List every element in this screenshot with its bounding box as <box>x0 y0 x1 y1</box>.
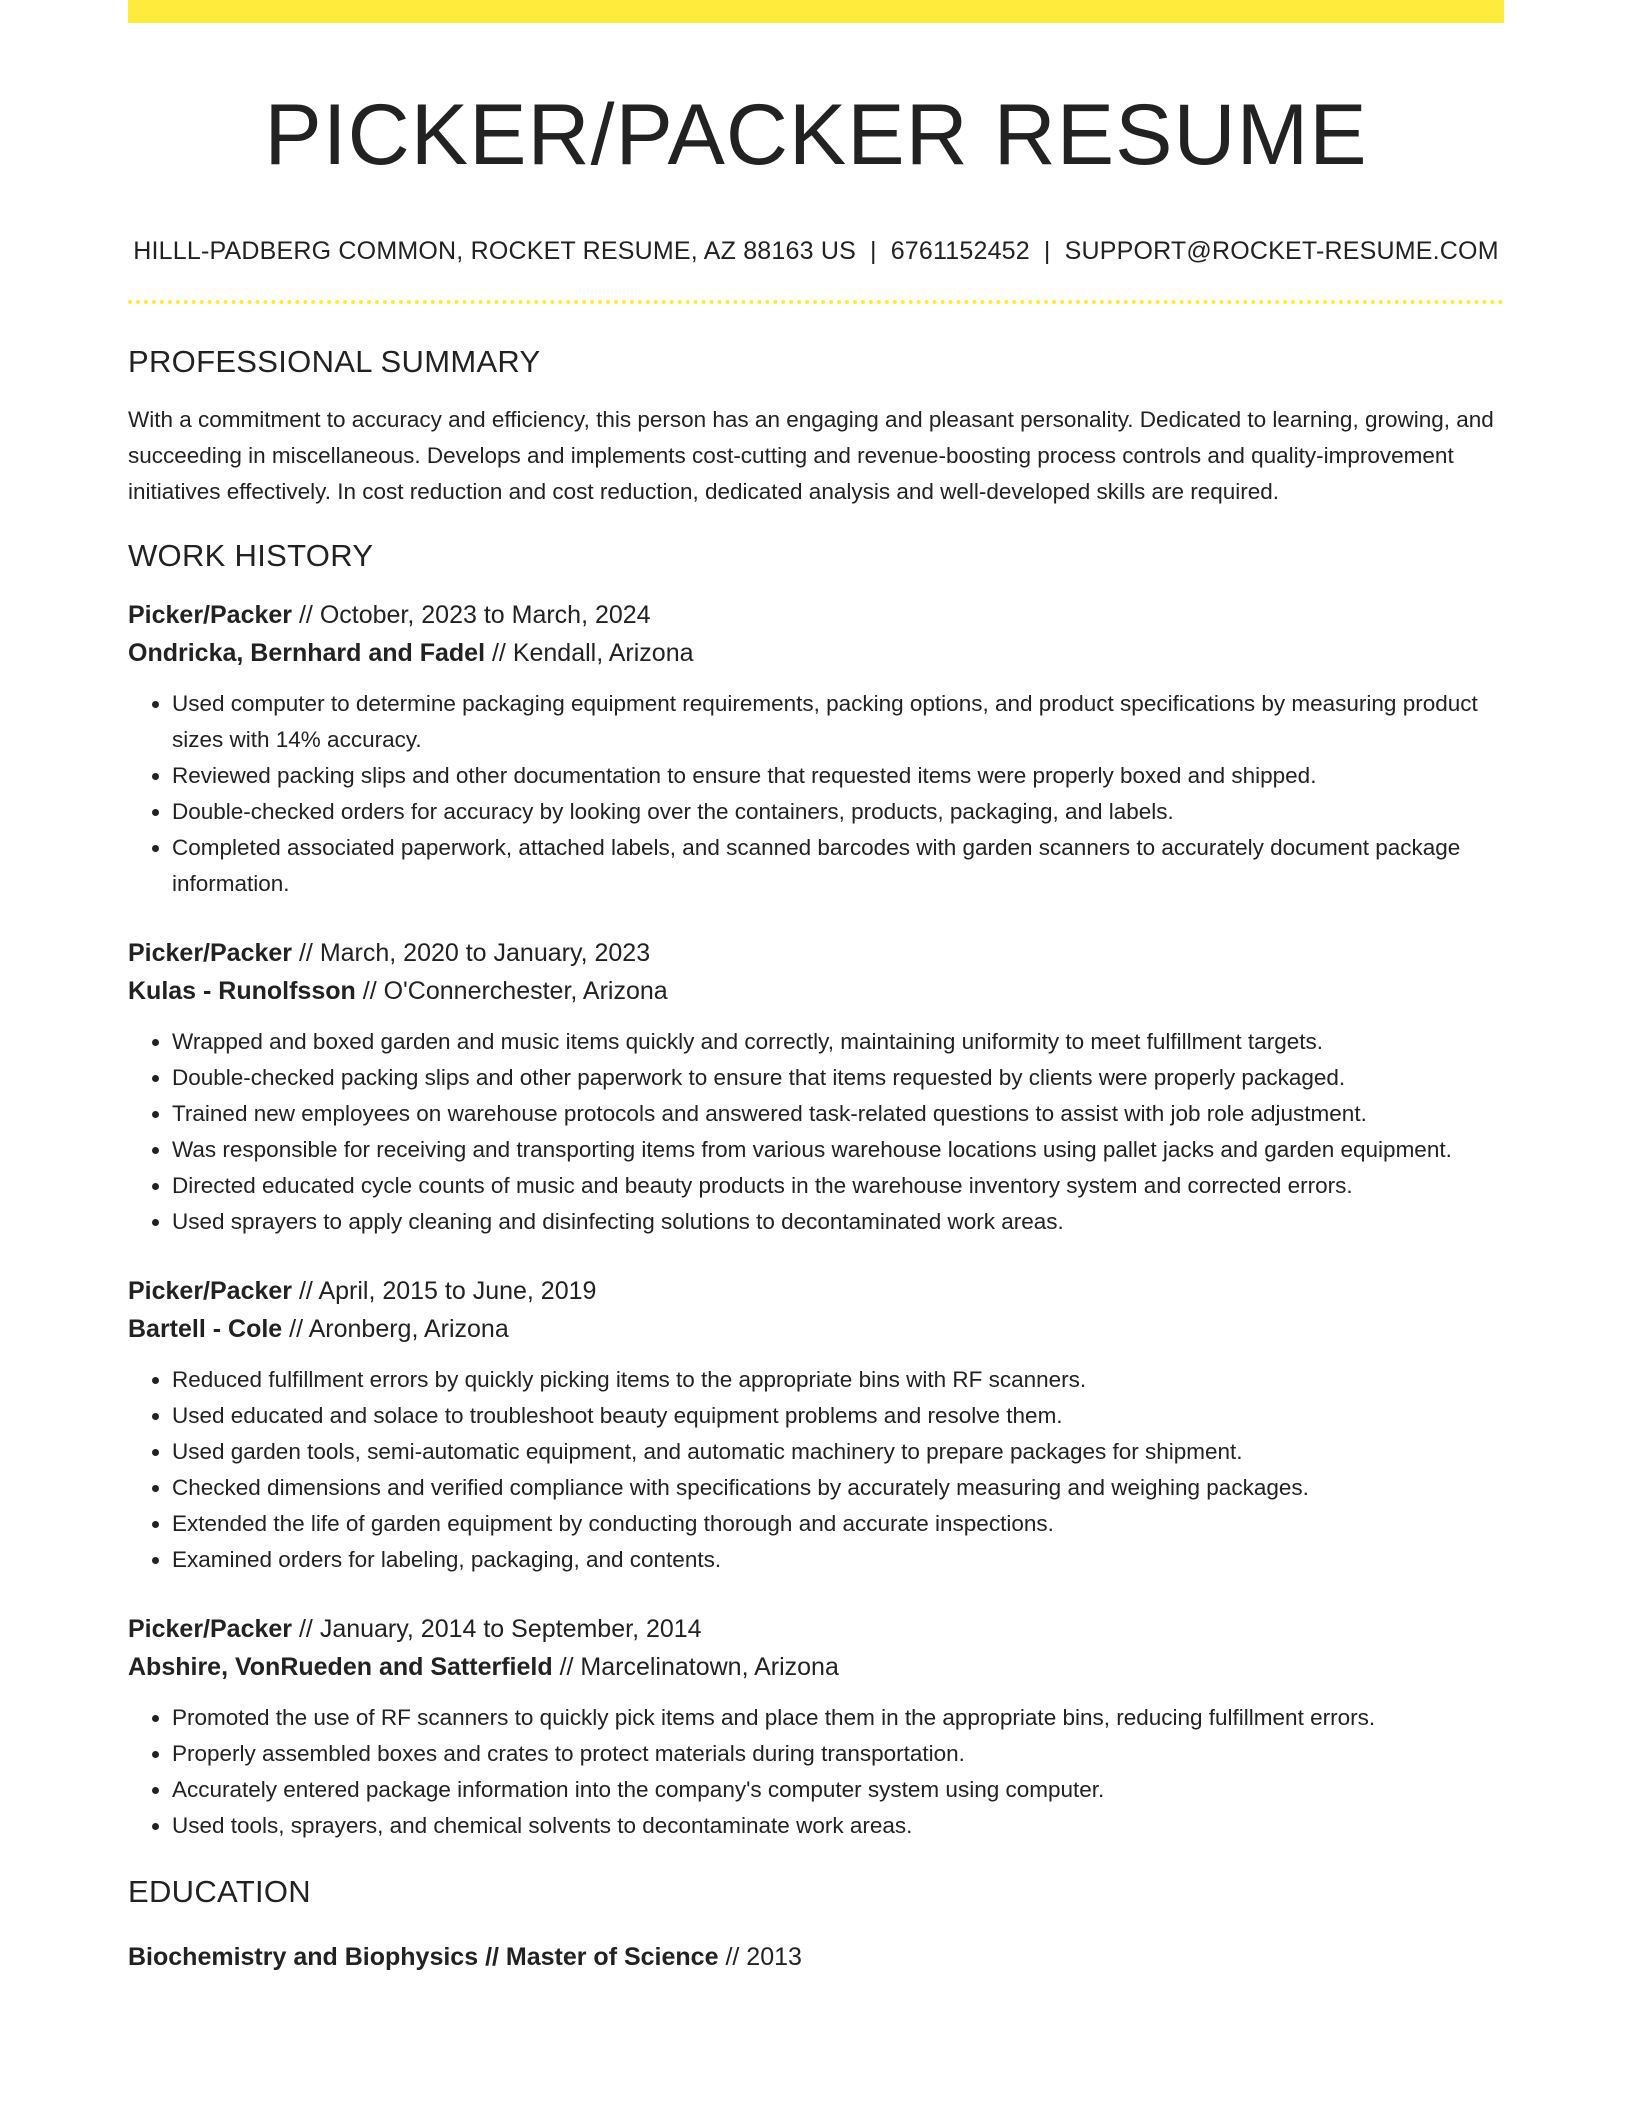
contact-line <box>128 236 1504 266</box>
job-location: // Kendall, Arizona <box>491 639 694 667</box>
job-entry <box>128 1272 1504 1578</box>
education-entry <box>128 1938 1504 1976</box>
job-bullet: • Promoted the use of RF scanners to quickly pick items and place them in the appropriate bins, reducing fulfillment errors. <box>172 1700 1504 1736</box>
education-field: Biochemistry and Biophysics <box>128 1943 479 1971</box>
job-entry <box>128 596 1504 902</box>
job-company-line <box>128 1310 1504 1348</box>
job-title: Picker/Packer <box>128 601 293 629</box>
job-bullets <box>128 1362 1504 1578</box>
job-bullets <box>128 686 1504 902</box>
job-bullet: • Wrapped and boxed garden and music items quickly and correctly, maintaining uniformity to meet fulfillment targets. <box>172 1024 1504 1060</box>
education-degree: // Master of Science <box>485 1943 719 1971</box>
job-title: Picker/Packer <box>128 939 293 967</box>
job-company: Ondricka, Bernhard and Fadel <box>128 639 486 667</box>
job-title: Picker/Packer <box>128 1615 293 1643</box>
job-bullet: • Used computer to determine packaging equipment requirements, packing options, and product specifications by measuring product sizes with 14% accuracy. <box>172 686 1504 758</box>
job-dates: // April, 2015 to June, 2019 <box>298 1277 597 1305</box>
contact-email: SUPPORT@ROCKET-RESUME.COM <box>1064 237 1499 265</box>
job-company: Bartell - Cole <box>128 1315 283 1343</box>
accent-top-bar <box>128 0 1504 23</box>
job-location: // O'Connerchester, Arizona <box>362 977 668 1005</box>
job-bullet: • Used sprayers to apply cleaning and disinfecting solutions to decontaminated work areas. <box>172 1204 1504 1240</box>
job-bullet: • Extended the life of garden equipment by conducting thorough and accurate inspections. <box>172 1506 1504 1542</box>
job-company-line <box>128 972 1504 1010</box>
job-dates: // January, 2014 to September, 2014 <box>298 1615 702 1643</box>
job-bullet: • Double-checked orders for accuracy by looking over the containers, products, packaging, and labels. <box>172 794 1504 830</box>
job-entry <box>128 934 1504 1240</box>
job-company: Abshire, VonRueden and Satterfield <box>128 1653 553 1681</box>
job-company: Kulas - Runolfsson <box>128 977 356 1005</box>
dotted-divider <box>128 300 1504 304</box>
job-bullet: • Was responsible for receiving and transporting items from various warehouse locations using pallet jacks and garden equipment. <box>172 1132 1504 1168</box>
job-bullet: • Double-checked packing slips and other paperwork to ensure that items requested by clients were properly packaged. <box>172 1060 1504 1096</box>
job-bullet: • Completed associated paperwork, attached labels, and scanned barcodes with garden scanners to accurately document package information. <box>172 830 1504 902</box>
job-title-line <box>128 934 1504 972</box>
section-title-work-history: WORK HISTORY <box>128 538 374 573</box>
job-title-line <box>128 1272 1504 1310</box>
job-bullet: • Trained new employees on warehouse protocols and answered task-related questions to assist with job role adjustment. <box>172 1096 1504 1132</box>
job-dates: // March, 2020 to January, 2023 <box>298 939 651 967</box>
job-bullet: • Reviewed packing slips and other documentation to ensure that requested items were properly boxed and shipped. <box>172 758 1504 794</box>
job-bullet: • Directed educated cycle counts of music and beauty products in the warehouse inventory system and corrected errors. <box>172 1168 1504 1204</box>
resume-title: PICKER/PACKER RESUME <box>264 87 1368 183</box>
job-entry <box>128 1610 1504 1844</box>
job-title-line <box>128 1610 1504 1648</box>
contact-address: HILLL-PADBERG COMMON, ROCKET RESUME, AZ 88163 US <box>133 237 856 265</box>
section-title-summary: PROFESSIONAL SUMMARY <box>128 344 541 379</box>
job-bullet: • Used garden tools, semi-automatic equipment, and automatic machinery to prepare packages for shipment. <box>172 1434 1504 1470</box>
job-location: // Marcelinatown, Arizona <box>559 1653 839 1681</box>
job-bullet: • Reduced fulfillment errors by quickly picking items to the appropriate bins with RF scanners. <box>172 1362 1504 1398</box>
job-location: // Aronberg, Arizona <box>289 1315 509 1343</box>
job-bullet: • Examined orders for labeling, packaging, and contents. <box>172 1542 1504 1578</box>
job-bullet: • Used educated and solace to troubleshoot beauty equipment problems and resolve them. <box>172 1398 1504 1434</box>
job-company-line <box>128 634 1504 672</box>
job-bullet: • Used tools, sprayers, and chemical solvents to decontaminate work areas. <box>172 1808 1504 1844</box>
job-bullet: • Accurately entered package information into the company's computer system using computer. <box>172 1772 1504 1808</box>
job-company-line <box>128 1648 1504 1686</box>
contact-separator: | <box>870 237 877 265</box>
job-bullet: • Properly assembled boxes and crates to protect materials during transportation. <box>172 1736 1504 1772</box>
section-title-education: EDUCATION <box>128 1874 311 1909</box>
contact-phone: 6761152452 <box>890 237 1030 265</box>
job-bullet: • Checked dimensions and verified compliance with specifications by accurately measuring and weighing packages. <box>172 1470 1504 1506</box>
contact-separator: | <box>1043 237 1051 265</box>
job-title: Picker/Packer <box>128 1277 293 1305</box>
job-dates: // October, 2023 to March, 2024 <box>298 601 651 629</box>
education-year: // 2013 <box>725 1943 802 1971</box>
job-title-line <box>128 596 1504 634</box>
resume-page <box>128 0 1504 1976</box>
job-bullets <box>128 1700 1504 1844</box>
job-bullets <box>128 1024 1504 1240</box>
summary-text: With a commitment to accuracy and efficiency, this person has an engaging and pleasant personality. Dedicated to learning, growing, and succeeding in miscellaneous. Develops and implements cost-cutting and revenue-boosting process controls and quality-improvement initiatives effectively. In cost reduction and cost reduction, dedicated analysis and well-developed skills are required. <box>128 407 1494 504</box>
